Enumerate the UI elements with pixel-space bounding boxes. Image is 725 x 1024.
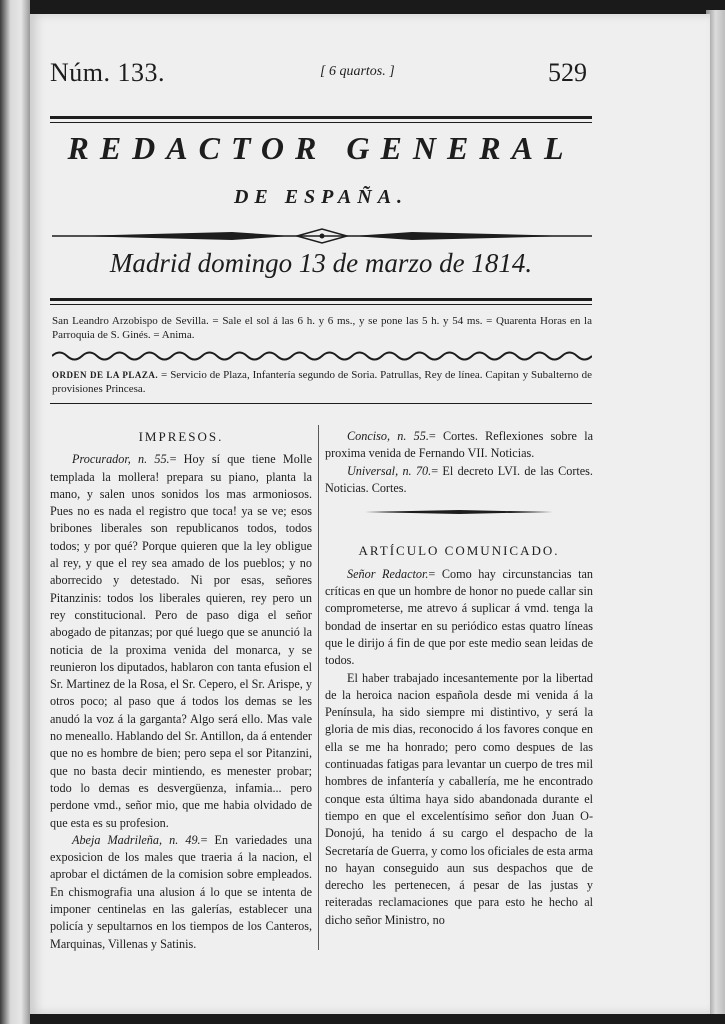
orden-rule	[50, 403, 592, 404]
text-conciso: = Cortes. Reflexiones sobre la proxima venida de Fernando VII. Noticias.	[325, 429, 593, 461]
paragraph-el-haber: El haber trabajado incesantemente por la libertad de la heroica nacion española desde mi venida á la Península, ha sido siempre mi distintivo, y será la gloria de mis dias, reconocido á los favores conque en ella se me ha honrado; pero como despues de las continuadas fatigas para levantar un cuerpo de tres mil hombres de infantería y caballería, me he encontrado conque esta última haya sido abandonada durante el tiempo en que el excelentísimo señor don Juan O-Donojú, ha tenido á su cargo el despacho de la Secretaría de Guerra, y como los oficiales de esta arma no hayan conseguido aun sus despachos que de derecho les pertenecen, á pesar de las justas y reiteradas reclamaciones que para esto he hecho al dicho señor Ministro, no	[325, 670, 594, 927]
book-gutter-left	[0, 0, 30, 1024]
text-universal: = El decreto LVI. de las Cortes. Noticias. Cortes.	[325, 463, 593, 495]
wave-divider	[52, 349, 592, 363]
dateline: Madrid domingo 13 de marzo de 1814.	[109, 248, 533, 278]
almanac-saint-line: San Leandro Arzobispo de Sevilla. = Sale el sol á las 6 h. y 6 ms., y se pone las 5 h. y 54 ms. = Quarenta Horas en la Parroquia de S. Ginés. = Anima.	[52, 315, 592, 341]
top-rule-thick	[50, 116, 592, 119]
paragraph-senor-redactor	[325, 566, 593, 670]
column-divider	[318, 425, 319, 950]
paragraph-universal	[325, 463, 593, 498]
text-procurador: = Hoy sí que tiene Molle templada la mollera! prepara su piano, planta la mano, y salen unos sonidos los mas armoniosos. Pues no es nada el registro que toca! ya se ve; esos bribones liberales son republicanos todos, todos todos; y por qué? Porque quieren que la ley obligue al rey, y que el rey sea amado de los pueblos; y no aborrecido y detestado. Ni por esas, señores Pitanzinis: todos los liberales quieren, rey pero un rey constitucional. Pero de paso diga el señor abogado de pitanzas; por qué luego que se anunció la noticia de la proxima venida del monarca, y se reunieron los diputados, hablaron con tanta efusion el Sr. Martinez de la Rosa, el Sr. Cepero, el Sr. Arispe, y otros poco; al paso que á todos los demas se les anudó la voz á la garganta? Algo será ello. Mas vale no meneallo. Hablando del Sr. Antillon, da á entender que no es hombre de bien; pero sepa el sor Pitanzini, que no basta decir mintiendo, es menester probar; todo lo demas es desvergüenza, infamia... pero perdone vmd., señor mio, que me habia olvidado de que esta es su profesion.	[50, 452, 313, 830]
issue-number: Núm. 133.	[50, 58, 165, 87]
lead-senor-redactor: Señor Redactor.	[347, 566, 429, 581]
text-senor-redactor: = Como hay circunstancias tan críticas en que un hombre de honor no puede callar sin comprometerse, me atrevo á suplicar á vmd. tenga la bondad de insertar en su periódico estas quatro líneas que le dirijo á fin de que por este medio sean leidas de todos.	[325, 566, 593, 668]
masthead-subtitle: DE ESPAÑA.	[233, 186, 409, 208]
lead-abeja: Abeja Madrileña, n. 49.	[72, 832, 201, 847]
column-left	[50, 428, 312, 953]
lead-conciso: Conciso, n. 55.	[347, 429, 429, 443]
paragraph-procurador	[50, 451, 312, 832]
lead-universal: Universal, n. 70.	[347, 463, 432, 478]
paragraph-abeja	[50, 832, 312, 953]
ornamental-divider	[52, 226, 592, 246]
page-number: 529	[548, 58, 587, 87]
impresos-heading: IMPRESOS.	[138, 429, 224, 444]
orden-de-la-plaza	[52, 368, 592, 396]
column-right	[325, 428, 593, 929]
orden-text: = Servicio de Plaza, Infantería segundo de Soria. Patrullas, Rey de línea. Capitan y Subalterno de provisiones Princesa.	[52, 369, 593, 395]
date-rule-thick	[50, 298, 592, 301]
section-divider	[325, 507, 593, 517]
date-rule-thin	[50, 304, 592, 305]
articulo-heading: ARTÍCULO COMUNICADO.	[358, 543, 560, 559]
orden-label: ORDEN DE LA PLAZA.	[52, 370, 159, 380]
top-rule-thin	[50, 122, 592, 123]
issue-price: [ 6 quartos. ]	[320, 64, 395, 79]
paragraph-conciso	[325, 428, 593, 463]
lead-procurador: Procurador, n. 55.	[72, 452, 170, 467]
text-abeja: = En variedades una exposicion de los males que traeria á la nacion, el aprobar el dictámen de la comision sobre empleados. En chismografia una alusion á lo que se intenta de imponer centinelas en las galerías, establecer una policía y sepultarnos en los tiempos de los Canteros, Marquinas, Villenas y Satinis.	[50, 832, 312, 951]
masthead-title: REDACTOR GENERAL	[67, 130, 575, 166]
